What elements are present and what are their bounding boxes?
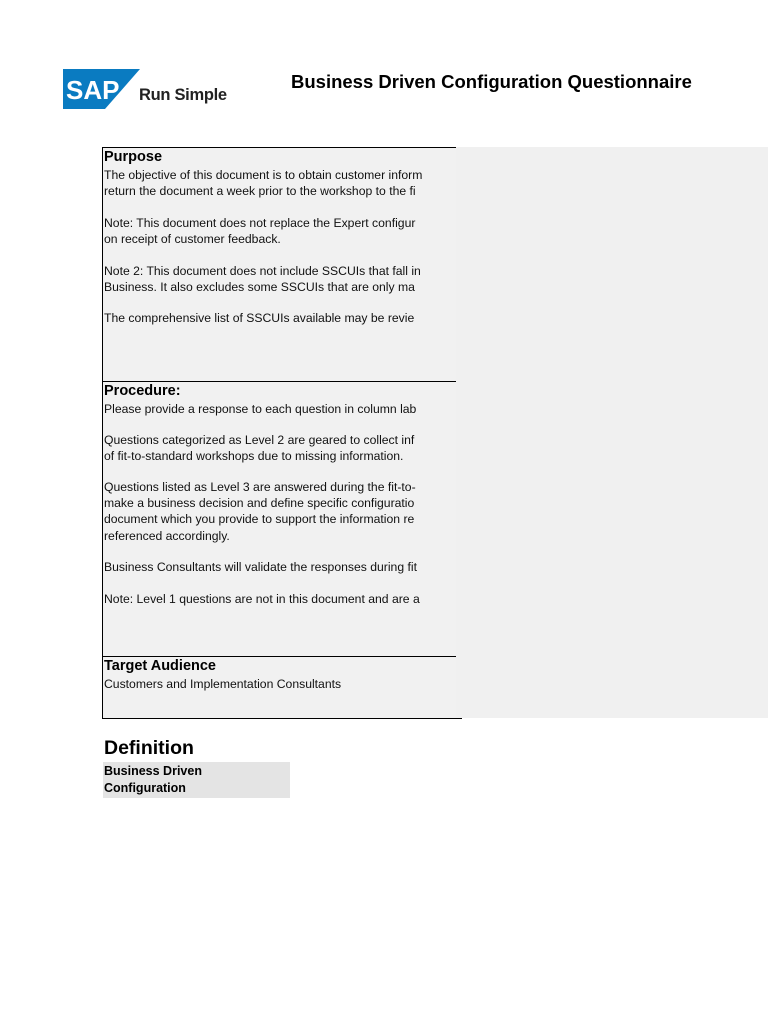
definition-term-line: Business Driven	[104, 764, 202, 778]
definition-term-line: Configuration	[104, 781, 186, 795]
purpose-line: The objective of this document is to obtain customer inform	[104, 168, 423, 182]
purpose-line: Business. It also excludes some SSCUIs that are only ma	[104, 280, 415, 294]
procedure-line: Business Consultants will validate the responses during fit	[104, 560, 417, 574]
purpose-section	[102, 147, 462, 382]
procedure-line: Questions listed as Level 3 are answered during the fit-to-	[104, 480, 416, 494]
purpose-line: Note 2: This document does not include SSCUIs that fall in	[104, 264, 421, 278]
procedure-line: Note: Level 1 questions are not in this document and are a	[104, 592, 420, 606]
definition-term-cell[interactable]	[103, 762, 290, 798]
purpose-line: The comprehensive list of SSCUIs available may be revie	[104, 311, 415, 325]
purpose-line: Note: This document does not replace the Expert configur	[104, 216, 416, 230]
purpose-line: return the document a week prior to the workshop to the fi	[104, 184, 416, 198]
procedure-line: document which you provide to support the information re	[104, 512, 415, 526]
procedure-line: Questions categorized as Level 2 are geared to collect inf	[104, 433, 415, 447]
procedure-line: Please provide a response to each question in column lab	[104, 402, 417, 416]
purpose-line: on receipt of customer feedback.	[104, 232, 281, 246]
definition-heading: Definition	[104, 737, 194, 759]
procedure-line: of fit-to-standard workshops due to missing information.	[104, 449, 404, 463]
procedure-heading: Procedure:	[104, 383, 181, 399]
procedure-line: referenced accordingly.	[104, 529, 230, 543]
procedure-section	[102, 381, 462, 657]
procedure-line: make a business decision and define specific configuratio	[104, 496, 415, 510]
logo-tagline: Run Simple	[139, 86, 227, 104]
audience-heading: Target Audience	[104, 658, 216, 674]
document-title: Business Driven Configuration Questionnaire	[291, 71, 692, 92]
purpose-heading: Purpose	[104, 149, 163, 165]
audience-section	[102, 656, 462, 719]
hidden-columns-area	[456, 147, 768, 718]
audience-line: Customers and Implementation Consultants	[104, 677, 342, 691]
logo-text: SAP	[66, 75, 120, 105]
